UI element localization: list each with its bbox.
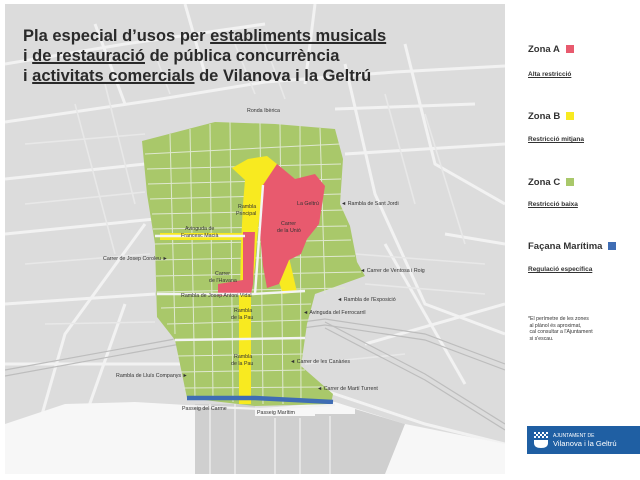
legend-zone-a-desc: Alta restricció: [528, 71, 572, 78]
label-la-geltru: La Geltrú: [297, 201, 319, 207]
label-ronda-iberica: Ronda Ibèrica: [247, 108, 280, 114]
label-carrer-unio-2: de la Unió: [277, 228, 301, 234]
label-rambla-pau-2b: de la Pau: [231, 361, 254, 367]
title-line-3: [23, 66, 371, 86]
legend-zone-b-desc: Restricció mitjana: [528, 136, 584, 143]
logo-text: [553, 432, 617, 449]
label-carrer-havana-1: Carrer: [215, 271, 231, 277]
label-rambla-sant-jordi: ◄ Rambla de Sant Jordi: [341, 201, 399, 207]
title-link-activitats: activitats comercials: [32, 67, 195, 85]
title-text: i: [23, 67, 33, 85]
logo-line-2: Vilanova i la Geltrú: [553, 439, 617, 448]
title-line-2: [23, 46, 339, 66]
label-av-macia-1: Avinguda de: [185, 226, 215, 232]
label-carrer-turrent: ◄ Carrer de Martí Turrent: [317, 386, 378, 392]
label-av-ferrocarril: ◄ Avinguda del Ferrocarril: [303, 310, 366, 316]
title-link-establiments: establiments musicals: [210, 27, 387, 45]
title-text: i: [23, 47, 33, 65]
coat-of-arms-icon: [534, 432, 548, 448]
label-rambla-principal-1: Rambla: [238, 204, 257, 210]
label-carrer-ventosa: ◄ Carrer de Ventosa i Roig: [360, 268, 425, 274]
title-link-restauracio: de restauració: [32, 47, 145, 65]
title-text: Pla especial d’usos per: [23, 27, 211, 45]
label-rambla-pau-1b: de la Pau: [231, 315, 254, 321]
title-text: de Vilanova i la Geltrú: [194, 67, 372, 85]
legend-zone-c: [528, 177, 574, 188]
ajuntament-logo: [527, 426, 640, 454]
legend-zone-b: [528, 111, 574, 122]
legend-zone-a: [528, 44, 574, 55]
label-passeig-carme: Passeig del Carme: [182, 406, 227, 412]
logo-line-1: AJUNTAMENT DE: [553, 433, 595, 439]
legend-facana-desc: Regulació específica: [528, 266, 593, 273]
legend-zone-c-label: Zona C: [528, 177, 561, 188]
label-carrer-havana-2: de l'Havana: [209, 278, 237, 284]
legend-zone-a-label: Zona A: [528, 44, 560, 55]
label-rambla-principal-2: Principal: [236, 211, 257, 217]
facana-swatch: [608, 242, 616, 250]
label-passeig-maritim: Passeig Marítim: [257, 410, 295, 416]
legend-facana: [528, 241, 616, 252]
label-carrer-canaries: ◄ Carrer de les Canàries: [290, 359, 350, 365]
label-rambla-pau-1a: Rambla: [234, 308, 253, 314]
footnote: *El perímetre de les zones al plànol és aproximat, cal consultar a l'Ajuntament si s'escau.: [528, 316, 593, 342]
zone-c-swatch: [566, 178, 574, 186]
label-carrer-unio-1: Carrer: [281, 221, 297, 227]
label-rambla-exposicio: ◄ Rambla de l'Exposició: [337, 297, 396, 303]
label-rambla-pau-2a: Rambla: [234, 354, 253, 360]
title-text: de pública concurrència: [144, 47, 340, 65]
label-av-macia-2: Francesc Macià: [181, 233, 219, 239]
legend-zone-c-desc: Restricció baixa: [528, 201, 578, 208]
zone-b-swatch: [566, 112, 574, 120]
legend-facana-label: Façana Marítima: [528, 241, 603, 252]
zone-a-swatch: [566, 45, 574, 53]
legend-zone-b-label: Zona B: [528, 111, 561, 122]
label-rambla-companys: Rambla de Lluís Companys ►: [116, 373, 188, 379]
label-carrer-coroleu: Carrer de Josep Coroleu ►: [103, 256, 168, 262]
label-rambla-vidal: Rambla de Josep Antoni Vidal: [181, 293, 252, 299]
title-line-1: [23, 26, 386, 46]
